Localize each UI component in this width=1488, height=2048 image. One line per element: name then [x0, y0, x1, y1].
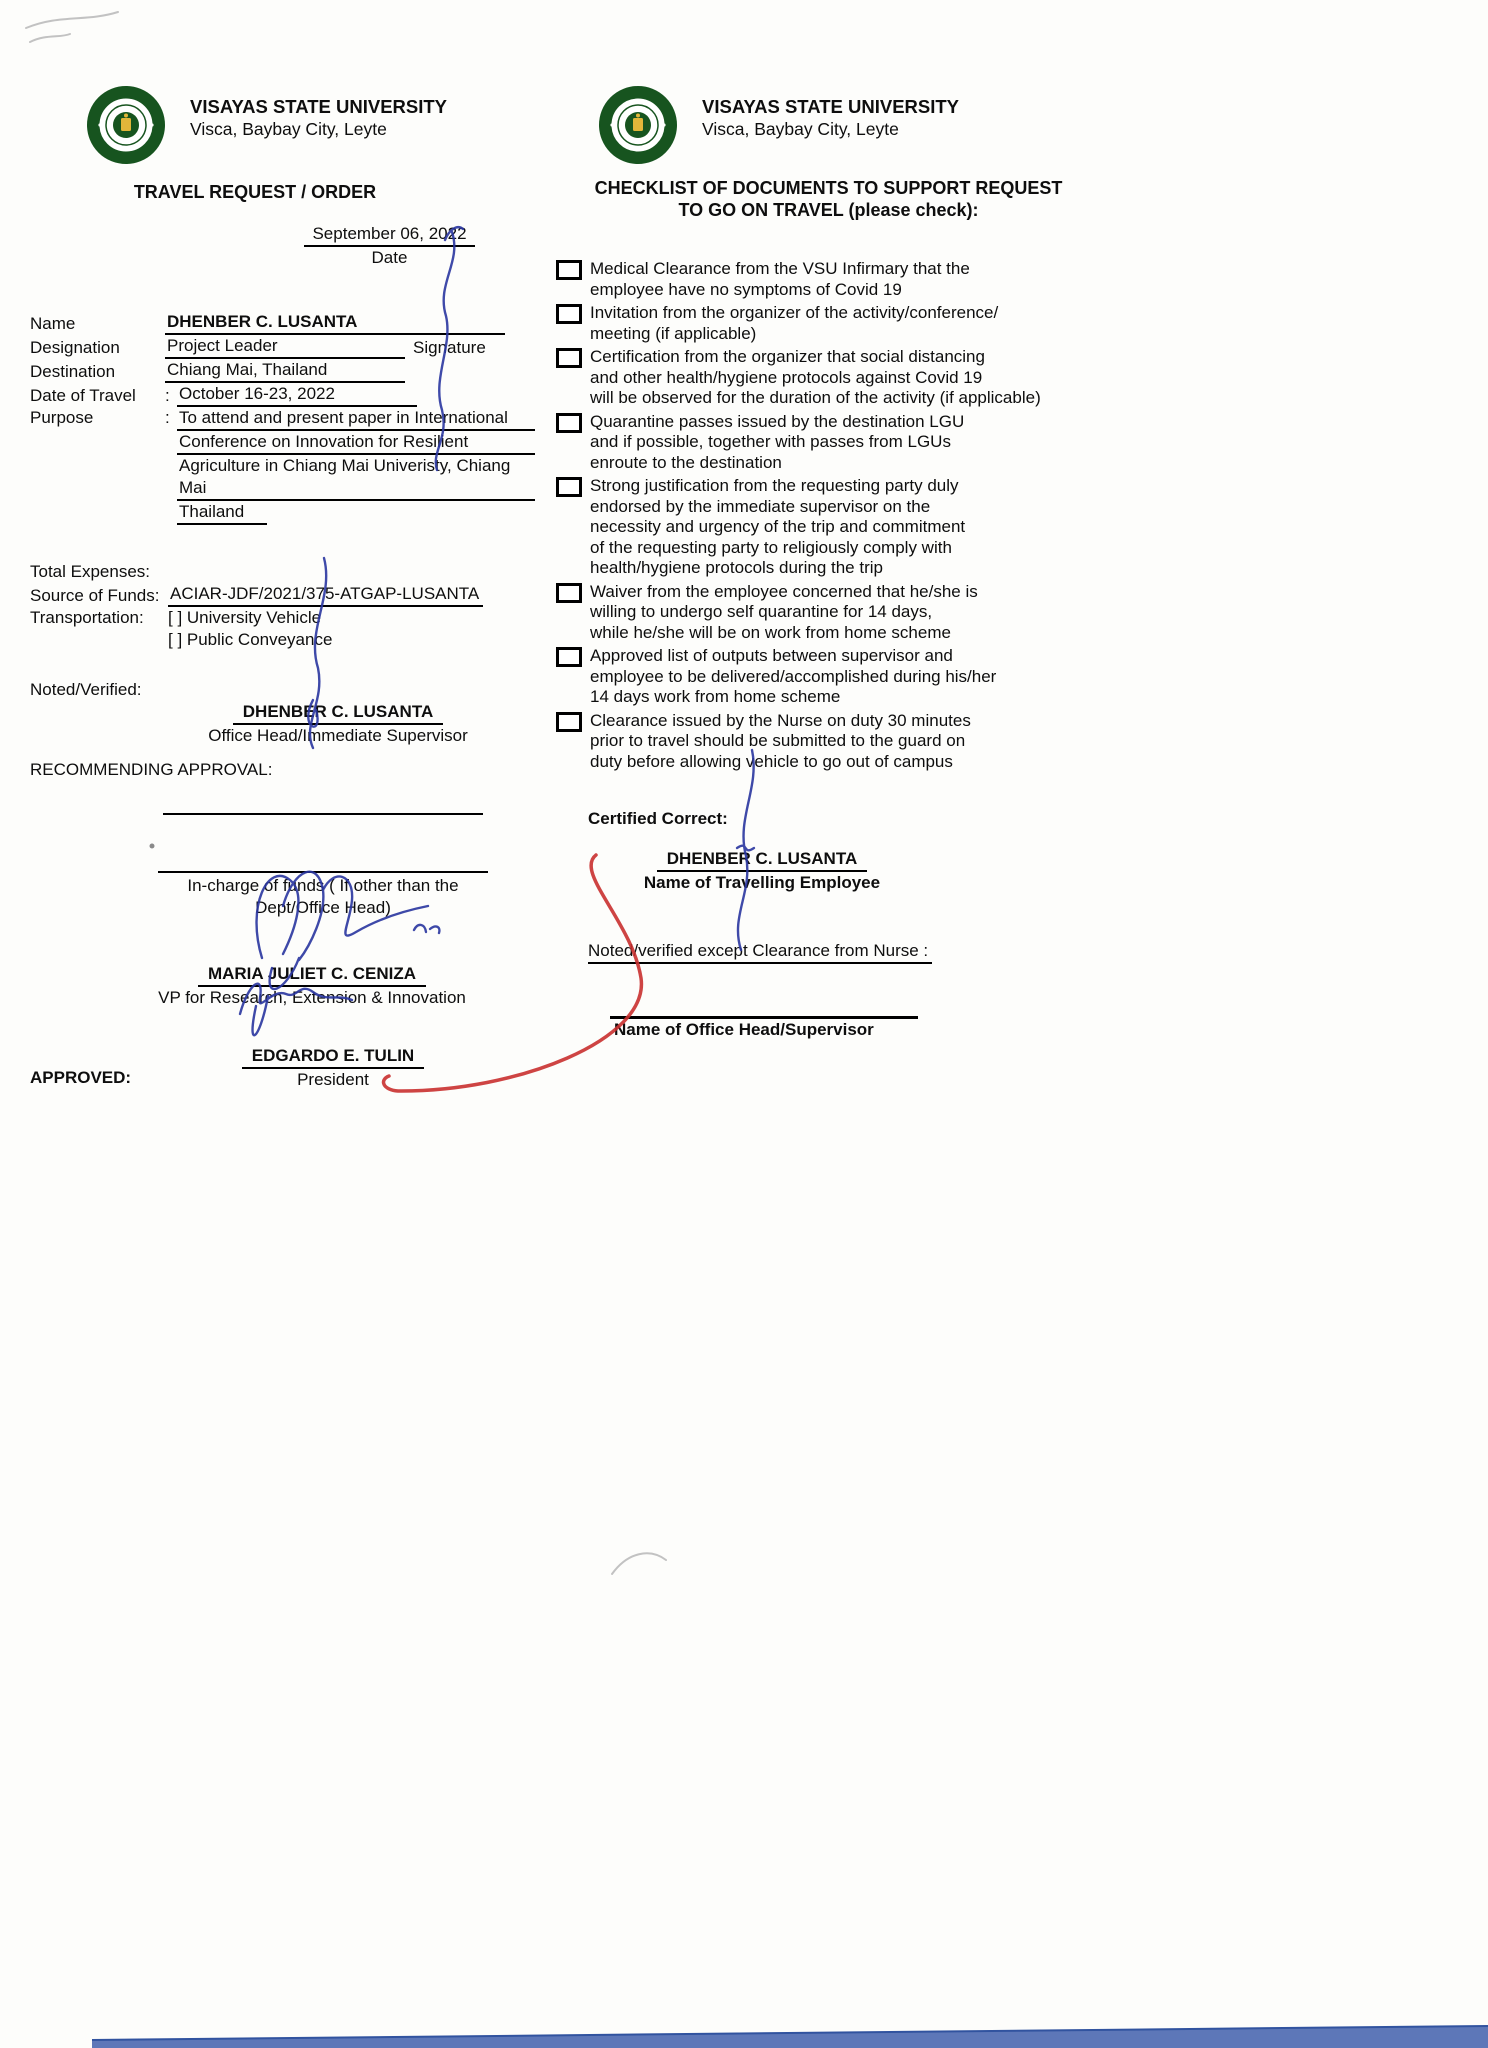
purpose-line: Thailand: [177, 501, 267, 525]
colon: :: [165, 386, 170, 405]
incharge-line2: Dept/Office Head): [255, 898, 391, 917]
incharge-line1: In-charge of funds ( If other than the: [187, 876, 459, 895]
checklist-item-text: Certification from the organizer that social distancing and other health/hygiene protocols against Covid 19 will be observed for the duration of the activity (if applicable): [590, 347, 1041, 407]
field-designation-label: Designation: [30, 338, 120, 357]
checklist-item: [556, 582, 1126, 644]
office-head-caption: Name of Office Head/Supervisor: [614, 1020, 874, 1039]
checklist-item: [556, 412, 1126, 474]
checkbox[interactable]: [556, 712, 582, 732]
transportation-options: [168, 607, 332, 651]
checklist-item-text: Quarantine passes issued by the destination LGU and if possible, together with passes from LGUs enroute to the destination: [590, 411, 965, 472]
checkbox[interactable]: [556, 413, 582, 433]
right-header-text: [702, 85, 959, 165]
pencil-mark-top-left: [26, 12, 118, 28]
source-of-funds-row: [30, 583, 535, 607]
pencil-arc-bottom: [612, 1553, 666, 1574]
checkbox[interactable]: [556, 477, 582, 497]
purpose-line: Conference on Innovation for Resilient: [177, 431, 535, 455]
field-date-of-travel: [30, 383, 535, 407]
university-name: VISAYAS STATE UNIVERSITY: [190, 96, 448, 117]
checklist-item: [556, 646, 1126, 708]
transport-option-public-conveyance[interactable]: [ ] Public Conveyance: [168, 630, 333, 649]
vp-name: MARIA JULIET C. CENIZA: [198, 963, 426, 987]
vp-signature-block: [142, 963, 482, 1009]
employee-name: DHENBER C. LUSANTA: [657, 848, 867, 872]
president-name: EDGARDO E. TULIN: [242, 1045, 424, 1069]
university-name: VISAYAS STATE UNIVERSITY: [702, 96, 960, 117]
field-name-value: DHENBER C. LUSANTA: [165, 311, 505, 335]
certified-correct-label: Certified Correct:: [588, 809, 728, 828]
checklist-item: [556, 259, 1126, 300]
scan-edge-bottom: [92, 2026, 1488, 2048]
checkbox[interactable]: [556, 304, 582, 324]
right-header: [598, 85, 1126, 165]
checklist-item-text: Strong justification from the requesting party duly endorsed by the immediate supervisor on the necessity and urgency of the trip and commitment of the requesting party to religiously comply with health/hygiene protocols during the trip: [590, 476, 966, 577]
checkbox[interactable]: [556, 647, 582, 667]
total-expenses-label: Total Expenses:: [30, 562, 151, 581]
form-title: TRAVEL REQUEST / ORDER: [133, 182, 377, 202]
employee-signature-block: [612, 848, 912, 894]
checkbox[interactable]: [556, 583, 582, 603]
checklist-title: [556, 177, 1101, 221]
checklist-item: [556, 476, 1126, 579]
vsu-seal-logo: [86, 85, 166, 165]
scan-edge-bottom-line: [92, 2026, 1488, 2040]
purpose-line: Agriculture in Chiang Mai Univeristy, Chiang Mai: [177, 455, 535, 501]
field-destination-value: Chiang Mai, Thailand: [165, 359, 405, 383]
expenses-section: [30, 561, 535, 651]
checklist-item: [556, 347, 1126, 409]
approved-label: APPROVED:: [30, 1068, 132, 1087]
purpose-line: To attend and present paper in International: [177, 407, 535, 431]
checklist-item-text: Clearance issued by the Nurse on duty 30 minutes prior to travel should be submitted to the guard on duty before allowing vehicle to go out of campus: [590, 710, 971, 771]
form-fields: [30, 311, 535, 525]
university-address: Visca, Baybay City, Leyte: [702, 119, 899, 139]
transport-option-university-vehicle[interactable]: [ ] University Vehicle: [168, 608, 322, 627]
left-header: [86, 85, 535, 165]
checkbox[interactable]: [556, 348, 582, 368]
signature-label: Signature: [413, 338, 486, 357]
colon: :: [165, 408, 170, 427]
field-name: [30, 311, 535, 335]
checklist-item-text: Medical Clearance from the VSU Infirmary that the employee have no symptoms of Covid 19: [590, 259, 970, 299]
checklist-item-text: Approved list of outputs between supervisor and employee to be delivered/accomplished during his/her 14 days work from home scheme: [590, 646, 997, 706]
vp-title: VP for Research, Extension & Innovation: [158, 988, 466, 1007]
recommending-approval-label: RECOMMENDING APPROVAL:: [30, 760, 273, 779]
incharge-of-funds-block: [158, 871, 488, 919]
university-address: Visca, Baybay City, Leyte: [190, 119, 387, 139]
field-purpose-label: Purpose: [30, 408, 94, 427]
date-value: September 06, 2022: [304, 223, 474, 247]
noted-verified-except-nurse: [588, 940, 1126, 964]
checklist: [556, 259, 1126, 772]
travel-request-form: [30, 85, 535, 1091]
transportation-row: [30, 607, 535, 651]
field-destination: [30, 359, 535, 383]
total-expenses-row: [30, 561, 535, 583]
field-designation-value: Project Leader: [165, 335, 405, 359]
supervisor-title: Office Head/Immediate Supervisor: [208, 726, 468, 745]
field-designation: [30, 335, 535, 359]
pencil-mark-top-left-2: [30, 34, 70, 42]
checklist-item: [556, 303, 1126, 344]
noted-verified-except-nurse-text: Noted/verified except Clearance from Nurse :: [588, 940, 932, 964]
source-of-funds-value: ACIAR-JDF/2021/375-ATGAP-LUSANTA: [168, 583, 483, 607]
vsu-seal-logo: [598, 85, 678, 165]
date-block: [282, 223, 497, 269]
employee-caption: Name of Travelling Employee: [643, 873, 881, 892]
checklist-title-line2: TO GO ON TRAVEL (please check):: [678, 200, 979, 220]
travel-checklist-form: [556, 85, 1126, 1041]
date-label: Date: [371, 248, 408, 267]
field-purpose: [30, 407, 535, 525]
approved-section: [30, 1045, 535, 1091]
checkbox[interactable]: [556, 260, 582, 280]
checklist-item: [556, 711, 1126, 773]
field-name-label: Name: [30, 314, 76, 333]
checklist-item-text: Waiver from the employee concerned that he/she is willing to undergo self quarantine for 14 days, while he/she will be on work from home scheme: [590, 581, 978, 642]
left-header-text: [190, 85, 447, 165]
supervisor-signature-block: [178, 701, 498, 747]
noted-verified-label: Noted/Verified:: [30, 680, 142, 699]
field-travel-value: October 16-23, 2022: [177, 383, 417, 407]
president-title: President: [297, 1070, 369, 1089]
supervisor-name: DHENBER C. LUSANTA: [233, 701, 443, 725]
checklist-title-line1: CHECKLIST OF DOCUMENTS TO SUPPORT REQUEST: [594, 178, 1063, 198]
transportation-label: Transportation:: [30, 608, 144, 627]
checklist-item-text: Invitation from the organizer of the activity/conference/ meeting (if applicable): [590, 303, 999, 343]
blank-signature-line: [163, 813, 483, 815]
field-destination-label: Destination: [30, 362, 116, 381]
field-travel-label: Date of Travel: [30, 386, 136, 405]
source-of-funds-label: Source of Funds:: [30, 586, 160, 605]
field-purpose-value: [177, 407, 535, 525]
president-signature-block: [198, 1045, 468, 1091]
